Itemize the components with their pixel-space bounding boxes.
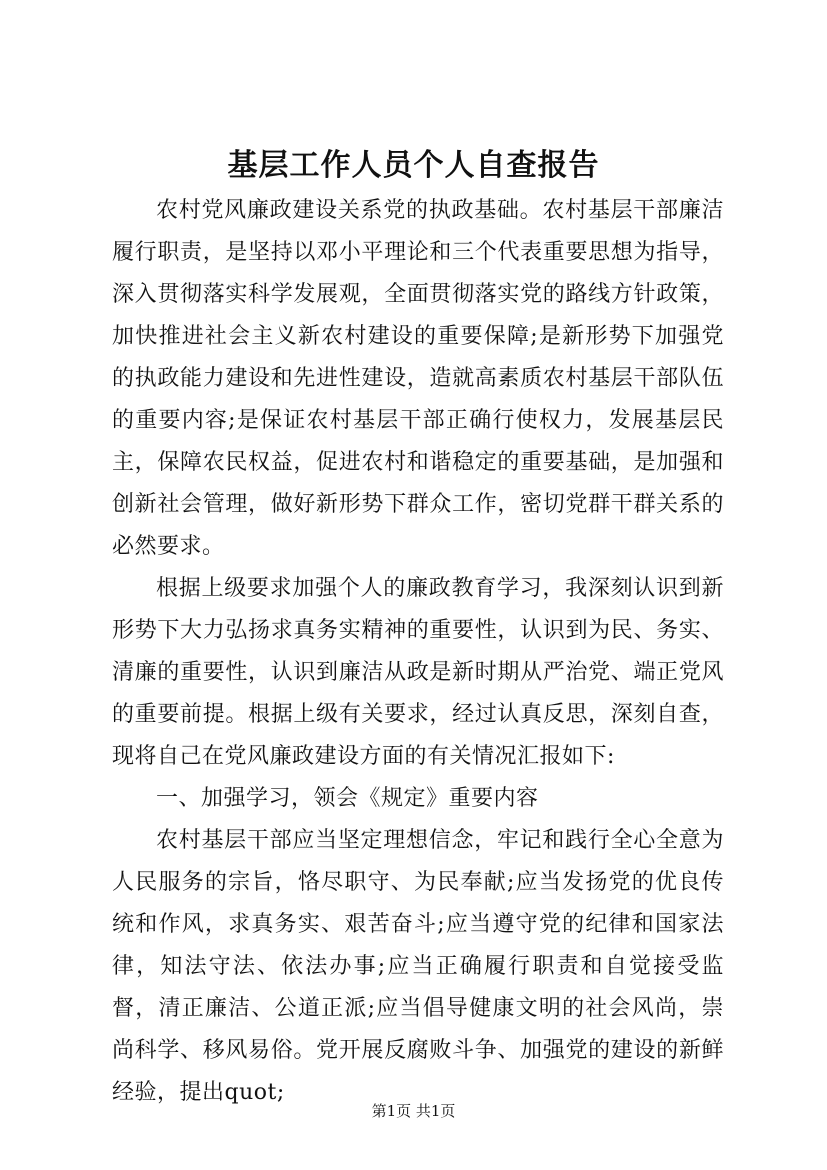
body-paragraph-2: 根据上级要求加强个人的廉政教育学习，我深刻认识到新形势下大力弘扬求真务实精神的重要性，认识到为民、务实、清廉的重要性，认识到廉洁从政是新时期从严治党、端正党风的重要前提。根据上级有关要求，经过认真反思，深刻自查，现将自己在党风廉政建设方面的有关情况汇报如下: — [112, 576, 724, 769]
page-footer: 第1页 共1页 — [371, 1102, 456, 1120]
document-body — [112, 190, 724, 1114]
body-paragraph-1: 农村党风廉政建设关系党的执政基础。农村基层干部廉洁履行职责，是坚持以邓小平理论和三个代表重要思想为指导，深入贯彻落实科学发展观，全面贯彻落实党的路线方针政策，加快推进社会主义新农村建设的重要保障;是新形势下加强党的执政能力建设和先进性建设，造就高素质农村基层干部队伍的重要内容;是保证农村基层干部正确行使权力，发展基层民主，保障农民权益，促进农村和谐稳定的重要基础，是加强和创新社会管理，做好新形势下群众工作，密切党群干群关系的必然要求。 — [112, 198, 724, 559]
section-paragraph: 农村基层干部应当坚定理想信念，牢记和践行全心全意为人民服务的宗旨，恪尽职守、为民奉献;应当发扬党的优良传统和作风，求真务实、艰苦奋斗;应当遵守党的纪律和国家法律，知法守法、依法办事;应当正确履行职责和自觉接受监督，清正廉洁、公道正派;应当倡导健康文明的社会风尚，崇尚科学、移风易俗。党开展反腐败斗争、加强党的建设的新鲜经验，提出quot; — [112, 828, 724, 1105]
section-heading: 一、加强学习，领会《规定》重要内容 — [156, 786, 539, 811]
document-title: 基层工作人员个人自查报告 — [227, 148, 600, 183]
